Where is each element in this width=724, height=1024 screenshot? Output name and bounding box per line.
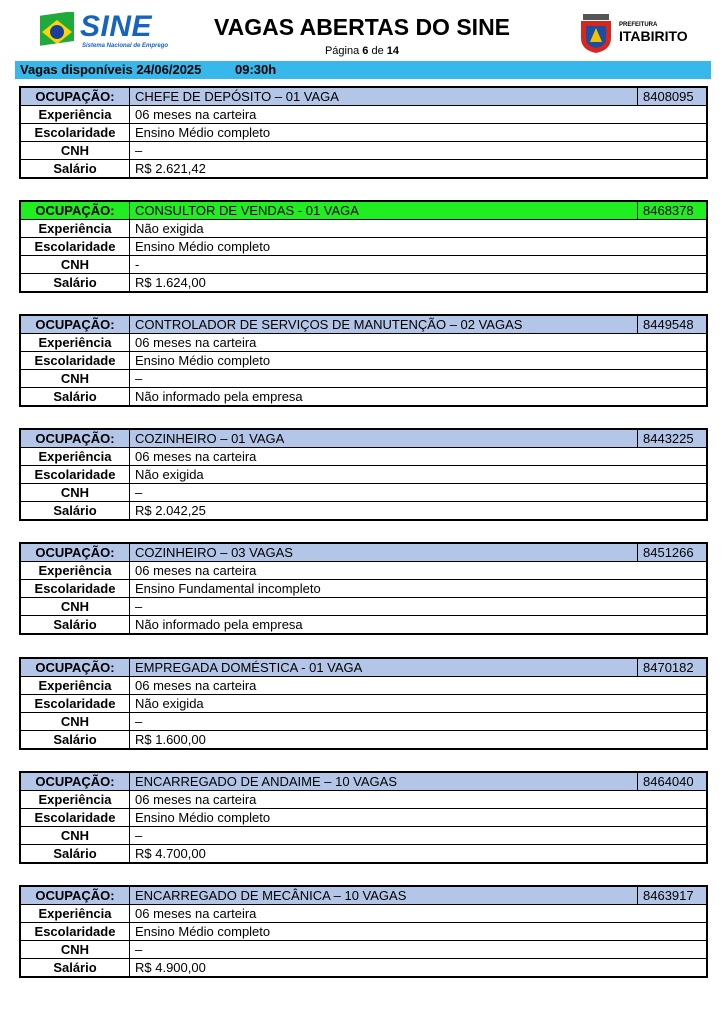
education-value: Ensino Fundamental incompleto — [130, 580, 708, 598]
job-row-cnh — [20, 941, 707, 959]
occupation-value: EMPREGADA DOMÉSTICA - 01 VAGA — [130, 658, 638, 677]
occupation-label: OCUPAÇÃO: — [20, 772, 130, 791]
experience-label: Experiência — [20, 448, 130, 466]
cnh-label: CNH — [20, 713, 130, 731]
page-number: Página 6 de 14 — [324, 45, 400, 57]
cnh-value: – — [130, 142, 708, 160]
job-code: 8449548 — [638, 315, 708, 334]
occupation-value: ENCARREGADO DE ANDAIME – 10 VAGAS — [130, 772, 638, 791]
salary-value: Não informado pela empresa — [130, 616, 708, 635]
job-row-education — [20, 580, 707, 598]
job-row-cnh — [20, 256, 707, 274]
job-row-experience — [20, 562, 707, 580]
salary-value: R$ 1.600,00 — [130, 731, 708, 750]
job-row-salary — [20, 959, 707, 978]
salary-value: R$ 1.624,00 — [130, 274, 708, 293]
salary-label: Salário — [20, 274, 130, 293]
job-row-experience — [20, 677, 707, 695]
salary-label: Salário — [20, 388, 130, 407]
job-row-education — [20, 238, 707, 256]
occupation-value: CONTROLADOR DE SERVIÇOS DE MANUTENÇÃO – 02 VAGAS — [130, 315, 638, 334]
job-row-education — [20, 124, 707, 142]
job-table — [19, 771, 708, 864]
job-row-cnh — [20, 827, 707, 845]
job-row-cnh — [20, 370, 707, 388]
job-row-salary — [20, 731, 707, 750]
job-row-education — [20, 352, 707, 370]
salary-label: Salário — [20, 731, 130, 750]
occupation-label: OCUPAÇÃO: — [20, 543, 130, 562]
job-row-education — [20, 809, 707, 827]
city-crest-icon — [577, 12, 615, 54]
experience-value: 06 meses na carteira — [130, 791, 708, 809]
occupation-label: OCUPAÇÃO: — [20, 201, 130, 220]
experience-value: 06 meses na carteira — [130, 905, 708, 923]
cnh-label: CNH — [20, 484, 130, 502]
education-value: Ensino Médio completo — [130, 238, 708, 256]
job-code: 8468378 — [638, 201, 708, 220]
job-row-occupation — [20, 886, 707, 905]
salary-value: R$ 4.700,00 — [130, 845, 708, 864]
job-row-salary — [20, 160, 707, 179]
education-label: Escolaridade — [20, 923, 130, 941]
salary-value: R$ 4.900,00 — [130, 959, 708, 978]
job-row-salary — [20, 845, 707, 864]
prefeitura-logo — [577, 12, 692, 54]
page-header — [0, 0, 724, 62]
experience-value: 06 meses na carteira — [130, 334, 708, 352]
job-row-occupation — [20, 429, 707, 448]
job-table — [19, 885, 708, 978]
page-title: VAGAS ABERTAS DO SINE — [213, 14, 511, 40]
job-row-education — [20, 923, 707, 941]
job-row-education — [20, 466, 707, 484]
job-code: 8443225 — [638, 429, 708, 448]
job-table — [19, 428, 708, 521]
experience-label: Experiência — [20, 220, 130, 238]
education-value: Ensino Médio completo — [130, 923, 708, 941]
job-row-experience — [20, 220, 707, 238]
cnh-value: – — [130, 713, 708, 731]
occupation-value: COZINHEIRO – 03 VAGAS — [130, 543, 638, 562]
salary-label: Salário — [20, 160, 130, 179]
salary-label: Salário — [20, 845, 130, 864]
experience-value: Não exigida — [130, 220, 708, 238]
salary-value: R$ 2.621,42 — [130, 160, 708, 179]
cnh-label: CNH — [20, 827, 130, 845]
occupation-label: OCUPAÇÃO: — [20, 658, 130, 677]
education-label: Escolaridade — [20, 695, 130, 713]
occupation-value: ENCARREGADO DE MECÂNICA – 10 VAGAS — [130, 886, 638, 905]
experience-label: Experiência — [20, 905, 130, 923]
occupation-label: OCUPAÇÃO: — [20, 886, 130, 905]
experience-label: Experiência — [20, 791, 130, 809]
job-table — [19, 542, 708, 635]
cnh-label: CNH — [20, 598, 130, 616]
education-label: Escolaridade — [20, 238, 130, 256]
banner-time: 09:30h — [235, 62, 277, 77]
job-row-cnh — [20, 713, 707, 731]
job-row-salary — [20, 388, 707, 407]
job-code: 8408095 — [638, 87, 708, 106]
salary-label: Salário — [20, 502, 130, 521]
occupation-value: CONSULTOR DE VENDAS - 01 VAGA — [130, 201, 638, 220]
education-value: Ensino Médio completo — [130, 809, 708, 827]
availability-banner — [15, 61, 711, 79]
cnh-value: – — [130, 484, 708, 502]
job-row-experience — [20, 791, 707, 809]
salary-value: Não informado pela empresa — [130, 388, 708, 407]
job-table — [19, 657, 708, 750]
experience-label: Experiência — [20, 334, 130, 352]
job-row-salary — [20, 616, 707, 635]
banner-date: Vagas disponíveis 24/06/2025 — [20, 62, 202, 77]
experience-value: 06 meses na carteira — [130, 562, 708, 580]
job-row-salary — [20, 502, 707, 521]
cnh-value: – — [130, 598, 708, 616]
education-label: Escolaridade — [20, 466, 130, 484]
job-row-occupation — [20, 87, 707, 106]
job-code: 8470182 — [638, 658, 708, 677]
job-row-occupation — [20, 315, 707, 334]
job-table — [19, 200, 708, 293]
education-label: Escolaridade — [20, 352, 130, 370]
job-row-experience — [20, 106, 707, 124]
job-row-cnh — [20, 484, 707, 502]
experience-label: Experiência — [20, 677, 130, 695]
job-row-occupation — [20, 772, 707, 791]
experience-value: 06 meses na carteira — [130, 448, 708, 466]
prefeitura-label: PREFEITURA — [619, 22, 658, 28]
job-row-cnh — [20, 598, 707, 616]
occupation-label: OCUPAÇÃO: — [20, 87, 130, 106]
education-value: Ensino Médio completo — [130, 352, 708, 370]
cnh-value: – — [130, 827, 708, 845]
job-code: 8464040 — [638, 772, 708, 791]
job-row-education — [20, 695, 707, 713]
occupation-value: CHEFE DE DEPÓSITO – 01 VAGA — [130, 87, 638, 106]
experience-label: Experiência — [20, 562, 130, 580]
prefeitura-city: ITABIRITO — [619, 28, 688, 44]
job-table — [19, 86, 708, 179]
cnh-label: CNH — [20, 256, 130, 274]
cnh-label: CNH — [20, 941, 130, 959]
education-label: Escolaridade — [20, 809, 130, 827]
job-row-occupation — [20, 201, 707, 220]
salary-label: Salário — [20, 959, 130, 978]
job-row-experience — [20, 905, 707, 923]
education-label: Escolaridade — [20, 580, 130, 598]
salary-value: R$ 2.042,25 — [130, 502, 708, 521]
job-row-cnh — [20, 142, 707, 160]
sine-subtitle: Sistema Nacional de Emprego — [82, 43, 169, 49]
occupation-label: OCUPAÇÃO: — [20, 429, 130, 448]
education-label: Escolaridade — [20, 124, 130, 142]
cnh-value: - — [130, 256, 708, 274]
education-value: Não exigida — [130, 466, 708, 484]
occupation-label: OCUPAÇÃO: — [20, 315, 130, 334]
cnh-value: – — [130, 370, 708, 388]
experience-value: 06 meses na carteira — [130, 677, 708, 695]
job-row-salary — [20, 274, 707, 293]
job-row-occupation — [20, 658, 707, 677]
job-code: 8463917 — [638, 886, 708, 905]
education-value: Não exigida — [130, 695, 708, 713]
cnh-label: CNH — [20, 142, 130, 160]
job-row-experience — [20, 334, 707, 352]
job-row-occupation — [20, 543, 707, 562]
education-value: Ensino Médio completo — [130, 124, 708, 142]
job-code: 8451266 — [638, 543, 708, 562]
occupation-value: COZINHEIRO – 01 VAGA — [130, 429, 638, 448]
cnh-label: CNH — [20, 370, 130, 388]
salary-label: Salário — [20, 616, 130, 635]
job-table — [19, 314, 708, 407]
experience-label: Experiência — [20, 106, 130, 124]
job-row-experience — [20, 448, 707, 466]
experience-value: 06 meses na carteira — [130, 106, 708, 124]
cnh-value: – — [130, 941, 708, 959]
sine-name: SINE — [80, 10, 153, 43]
